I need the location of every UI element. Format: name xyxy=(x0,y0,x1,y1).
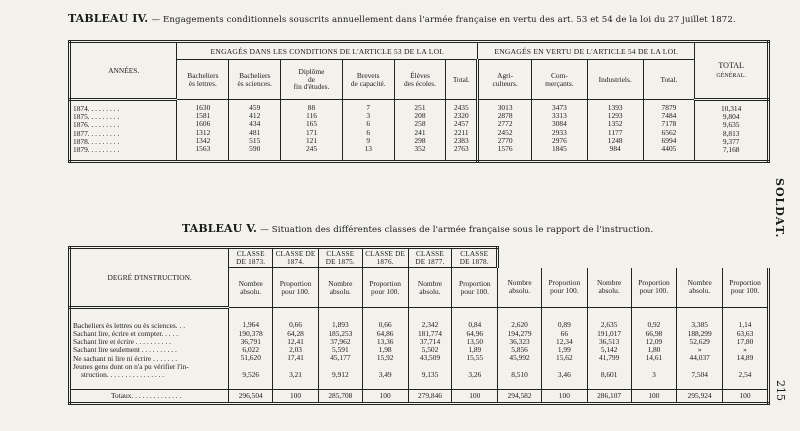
data-cell: 3013 xyxy=(497,103,513,112)
data-cell: 1630 xyxy=(195,103,211,112)
data-cell: 1,14 xyxy=(738,320,752,330)
tableau4-data-column xyxy=(342,100,394,162)
tableau5-abs-column xyxy=(587,308,631,390)
tableau5-total-cell: 100 xyxy=(631,390,677,404)
data-cell: 7 xyxy=(366,103,371,112)
data-cell: 6 xyxy=(366,127,371,137)
data-cell: 5,502 xyxy=(421,344,439,354)
tableau4-col-header xyxy=(643,60,695,100)
side-running-head: SOLDAT. xyxy=(773,178,786,239)
tableau5-prop-header xyxy=(273,268,319,308)
header-line: Industriels. xyxy=(598,74,632,84)
data-cell: 3 xyxy=(652,369,656,379)
data-cell: 43,509 xyxy=(419,353,441,363)
data-cell: 1563 xyxy=(195,144,211,154)
tableau4-group1-header: ENGAGÉS DANS LES CONDITIONS DE L'ARTICLE 53 DE LA LOI. xyxy=(177,42,478,60)
data-cell: 15,62 xyxy=(556,353,573,363)
data-cell: 412 xyxy=(249,111,261,121)
data-cell: 52,629 xyxy=(689,336,710,346)
tableau4-table xyxy=(68,40,770,163)
data-cell: 0,89 xyxy=(557,320,571,330)
data-cell: 1312 xyxy=(195,127,211,137)
data-cell: 2383 xyxy=(453,135,469,145)
data-cell: 251 xyxy=(414,103,426,112)
tableau4-col-header xyxy=(281,60,343,100)
data-cell: 171 xyxy=(305,127,318,137)
data-cell: 51,620 xyxy=(240,353,261,363)
tableau5-prop-column xyxy=(452,308,498,390)
row-label: Jeunes gens dont on n'a pu vérifier l'in- xyxy=(73,361,189,371)
tableau4-data-column xyxy=(177,100,229,162)
data-cell: 36,791 xyxy=(240,336,261,346)
year-label: 1875. . . . . . . . . xyxy=(73,112,120,122)
header-line: pour 100. xyxy=(460,286,489,296)
data-cell: 984 xyxy=(609,144,621,154)
data-cell: 63,63 xyxy=(736,328,754,338)
tableau5-abs-header xyxy=(587,268,631,308)
data-cell: 0,84 xyxy=(468,320,482,330)
data-cell: 1293 xyxy=(607,111,623,121)
data-cell: 6,022 xyxy=(242,344,260,354)
tableau5-total-cell: 294,582 xyxy=(498,390,542,404)
tableau4-col-header xyxy=(177,60,229,100)
data-cell: 352 xyxy=(414,144,426,154)
tableau5-subtitle: — Situation des différentes classes de l'armée française sous le rapport de l'instruction. xyxy=(260,225,654,235)
row-label: Sachant lire seulement . . . . . . . . . . xyxy=(73,345,177,355)
tableau4-years-header: ANNÉES. xyxy=(70,42,177,100)
year-label: 1876. . . . . . . . . xyxy=(73,120,120,130)
data-cell: 3,385 xyxy=(691,320,708,330)
data-cell: 2,03 xyxy=(289,344,302,354)
header-line: ès sciences. xyxy=(237,78,272,88)
row-label: Bacheliers ès lettres ou ès sciences. . . xyxy=(73,320,186,330)
tableau5-prop-column xyxy=(631,308,677,390)
tableau5-totals-label: Totaux. . . . . . . . . . . . . . xyxy=(70,390,229,404)
tableau5-total-cell: 286,107 xyxy=(587,390,631,404)
tableau4-data-column xyxy=(281,100,343,162)
data-cell: 181,774 xyxy=(417,328,442,338)
data-cell: 9,377 xyxy=(722,136,740,146)
data-cell: 194,279 xyxy=(507,328,532,338)
data-cell: 6994 xyxy=(661,135,677,145)
tableau5-prop-header xyxy=(362,268,408,308)
data-cell: 13,36 xyxy=(376,336,394,346)
tableau4-col-header xyxy=(532,60,588,100)
data-cell: 2320 xyxy=(453,111,469,121)
header-line: pour 100. xyxy=(550,286,579,296)
data-cell: 2435 xyxy=(453,103,469,112)
tableau5-title: TABLEAU V. xyxy=(182,222,257,235)
tableau5-total-cell: 100 xyxy=(723,390,769,404)
data-cell: 2,635 xyxy=(600,320,618,330)
data-cell: 37,714 xyxy=(419,336,441,346)
year-label: 1878. . . . . . . . . xyxy=(73,136,120,146)
data-cell: 298 xyxy=(414,135,426,145)
header-line: Bacheliers xyxy=(239,70,271,80)
data-cell: 0,66 xyxy=(289,320,302,330)
data-cell: 3,21 xyxy=(289,369,302,379)
tableau5-total-cell: 100 xyxy=(541,390,587,404)
data-cell: 2933 xyxy=(552,127,567,137)
data-cell: 9,912 xyxy=(332,369,349,379)
data-cell: 9,804 xyxy=(722,112,740,122)
data-cell: 434 xyxy=(249,119,261,129)
data-cell: 9,526 xyxy=(242,369,260,379)
data-cell: 188,299 xyxy=(687,328,712,338)
data-cell: 0,66 xyxy=(378,320,392,330)
header-line: Bacheliers xyxy=(187,70,219,80)
data-cell: 1177 xyxy=(607,127,623,137)
data-cell: 1342 xyxy=(195,135,211,145)
data-cell: 66 xyxy=(560,328,569,338)
tableau5-class-header: CLASSE DE 1875. xyxy=(318,248,362,268)
data-cell: 2878 xyxy=(497,111,513,121)
data-cell: 0,92 xyxy=(647,320,661,330)
data-cell: 64,96 xyxy=(466,328,484,338)
tableau5-abs-column xyxy=(229,308,273,390)
data-cell: 2,342 xyxy=(421,320,439,330)
header-line: Diplôme xyxy=(298,66,325,76)
data-cell: 3 xyxy=(366,111,371,121)
tableau4-data-column xyxy=(394,100,446,162)
header-line: Proportion xyxy=(548,278,581,288)
tableau5-abs-header xyxy=(677,268,723,308)
data-cell: 1393 xyxy=(607,103,623,112)
header-line: Nombre xyxy=(328,278,353,288)
data-cell: 3313 xyxy=(552,111,567,121)
data-cell: 7,168 xyxy=(722,145,740,155)
tableau5-class-header: CLASSE DE 1876. xyxy=(362,248,408,268)
header-line: merçants. xyxy=(545,78,574,88)
data-cell: 6 xyxy=(366,119,371,129)
data-cell: 258 xyxy=(414,119,426,129)
tableau5-prop-column xyxy=(362,308,408,390)
data-cell: 45,992 xyxy=(509,353,530,363)
header-line: Nombre xyxy=(687,278,712,288)
tableau5-prop-header xyxy=(452,268,498,308)
data-cell: 2770 xyxy=(497,135,513,145)
data-cell: 2772 xyxy=(497,119,513,129)
header-line: Total. xyxy=(660,74,678,84)
header-line: Nombre xyxy=(417,278,443,288)
data-cell: 165 xyxy=(305,119,318,129)
tableau5-prop-column xyxy=(541,308,587,390)
data-cell: 1,89 xyxy=(468,344,482,354)
data-cell: 9,635 xyxy=(722,120,740,130)
year-label: 1879. . . . . . . . . xyxy=(73,145,120,155)
data-cell: 44,037 xyxy=(689,353,710,363)
tableau5-abs-header xyxy=(318,268,362,308)
tableau4-data-column xyxy=(532,100,588,162)
header-line: pour 100. xyxy=(730,286,760,296)
tableau4-col-header xyxy=(587,60,643,100)
tableau5-total-cell: 295,924 xyxy=(677,390,723,404)
tableau4-col-header xyxy=(446,60,478,100)
data-cell: 41,799 xyxy=(598,353,620,363)
header-line: Proportion xyxy=(369,278,401,288)
data-cell: 1,893 xyxy=(332,320,349,330)
data-cell: 2976 xyxy=(552,135,567,145)
data-cell: 2,54 xyxy=(738,369,752,379)
data-cell: 1845 xyxy=(552,144,567,154)
data-cell: 190,378 xyxy=(238,328,263,338)
tableau4-subtitle: — Engagements conditionnels souscrits annuellement dans l'armée française en vertu des art. 53 et 54 de la loi du 27 juillet 1872. xyxy=(151,15,736,25)
tableau5-class-header: CLASSE DE 1878. xyxy=(452,248,498,268)
header-line: Agri- xyxy=(497,70,514,80)
data-cell: 37,962 xyxy=(330,336,351,346)
page-number: 215 xyxy=(774,380,787,401)
data-cell: 36,513 xyxy=(598,336,620,346)
tableau4-title: TABLEAU IV. xyxy=(68,12,149,25)
data-cell: 10,314 xyxy=(720,104,742,113)
data-cell: 64,28 xyxy=(287,328,304,338)
data-cell: 7879 xyxy=(661,103,677,112)
header-line: Com- xyxy=(550,70,568,80)
tableau4-years-column xyxy=(70,100,177,162)
data-cell: 590 xyxy=(249,144,261,154)
header-line: absolu. xyxy=(508,286,531,296)
data-cell: 7484 xyxy=(661,111,677,121)
tableau5-abs-header xyxy=(498,268,542,308)
data-cell: 17,80 xyxy=(736,336,754,346)
data-cell: 8,601 xyxy=(600,369,618,379)
row-label: struction. . . . . . . . . . . . . . . . xyxy=(81,370,165,379)
tableau5-total-cell: 100 xyxy=(362,390,408,404)
tableau5-abs-column xyxy=(408,308,452,390)
data-cell: 14,89 xyxy=(736,353,754,363)
tableau5-prop-column xyxy=(273,308,319,390)
tableau5-table xyxy=(68,246,770,405)
header-line: de xyxy=(307,74,315,84)
tableau5-abs-header xyxy=(408,268,452,308)
header-line: pour 100. xyxy=(370,286,400,296)
data-cell: 245 xyxy=(305,144,318,154)
data-cell: 1606 xyxy=(195,119,211,129)
data-cell: 3,49 xyxy=(378,369,392,379)
data-cell: 7,504 xyxy=(691,369,708,379)
data-cell: » xyxy=(697,344,702,354)
data-cell: 64,86 xyxy=(376,328,394,338)
tableau4-group2-header: ENGAGÉS EN VERTU DE L'ARTICLE 54 DE LA LOI. xyxy=(478,42,695,60)
data-cell: 2457 xyxy=(453,119,469,129)
tableau4-data-column xyxy=(695,100,769,162)
header-line: pour 100. xyxy=(281,286,310,296)
tableau5-total-cell: 296,504 xyxy=(229,390,273,404)
tableau4-col-header xyxy=(342,60,394,100)
data-cell: 185,253 xyxy=(328,328,353,338)
data-cell: 17,41 xyxy=(287,353,304,363)
header-line: Nombre xyxy=(238,278,263,288)
data-cell: 4405 xyxy=(661,144,677,154)
data-cell: 9 xyxy=(366,135,371,145)
header-line: absolu. xyxy=(689,286,711,296)
data-cell: 481 xyxy=(249,127,261,137)
data-cell: 1,80 xyxy=(647,344,661,354)
data-cell: 191,017 xyxy=(597,328,622,338)
data-cell: 15,55 xyxy=(466,353,484,363)
data-cell: 15,92 xyxy=(376,353,394,363)
header-line: Total. xyxy=(452,74,470,84)
data-cell: 2452 xyxy=(497,127,513,137)
tableau4-data-column xyxy=(478,100,532,162)
header-line: Élèves xyxy=(410,70,430,80)
data-cell: 12,41 xyxy=(287,336,304,346)
data-cell: 2763 xyxy=(453,144,469,154)
header-line: absolu. xyxy=(598,286,620,296)
data-cell: 116 xyxy=(306,111,317,121)
data-cell: 36,323 xyxy=(509,336,530,346)
data-cell: 14,61 xyxy=(645,353,663,363)
data-cell: 459 xyxy=(249,103,261,112)
tableau5-abs-column xyxy=(318,308,362,390)
data-cell: 7178 xyxy=(661,119,677,129)
data-cell: 13,50 xyxy=(466,336,484,346)
data-cell: 9,135 xyxy=(421,369,439,379)
header-line: fin d'études. xyxy=(293,82,330,92)
header-line: Proportion xyxy=(279,278,312,288)
data-cell: 66,98 xyxy=(645,328,663,338)
data-cell: 208 xyxy=(414,111,426,121)
tableau5-row-labels xyxy=(70,308,229,390)
header-line: Nombre xyxy=(597,278,622,288)
tableau4-col-header xyxy=(394,60,446,100)
header-line: culteurs. xyxy=(492,78,518,88)
tableau5-abs-column xyxy=(677,308,723,390)
tableau5-degree-header: DEGRÉ D'INSTRUCTION. xyxy=(70,248,229,308)
tableau5-abs-column xyxy=(498,308,542,390)
data-cell: 2,620 xyxy=(511,320,528,330)
data-cell: 3084 xyxy=(552,119,567,129)
header-line: absolu. xyxy=(329,286,351,296)
data-cell: 1,964 xyxy=(242,320,260,330)
data-cell: » xyxy=(743,344,747,354)
data-cell: 3,46 xyxy=(557,369,571,379)
tableau5-total-cell: 100 xyxy=(452,390,498,404)
header-line: absolu. xyxy=(240,286,262,296)
tableau5-prop-column xyxy=(723,308,769,390)
tableau4-data-column xyxy=(446,100,478,162)
tableau4-total-header: TOTAL GÉNÉRAL. xyxy=(695,42,769,100)
tableau5-prop-header xyxy=(631,268,677,308)
data-cell: 5,591 xyxy=(332,344,349,354)
data-cell: 12,34 xyxy=(556,336,573,346)
header-line: ès lettres. xyxy=(188,78,217,88)
header-line: pour 100. xyxy=(639,286,669,296)
tableau5-total-cell: 279,846 xyxy=(408,390,452,404)
data-cell: 8,813 xyxy=(722,128,740,138)
tableau5-heading xyxy=(182,222,653,235)
tableau5-total-cell: 100 xyxy=(273,390,319,404)
header-line: Brevets xyxy=(356,70,380,80)
header-line: absolu. xyxy=(419,286,441,296)
header-line: Proportion xyxy=(638,278,670,288)
tableau4-data-column xyxy=(587,100,643,162)
tableau4-heading xyxy=(68,12,736,25)
tableau5-prop-header xyxy=(723,268,769,308)
tableau5-abs-header xyxy=(229,268,273,308)
data-cell: 1,99 xyxy=(557,344,571,354)
data-cell: 12,09 xyxy=(645,336,663,346)
tableau5-class-header: CLASSE DE 1874. xyxy=(273,248,319,268)
header-line: de capacité. xyxy=(350,78,386,88)
data-cell: 1581 xyxy=(195,111,211,121)
data-cell: 6562 xyxy=(661,127,677,137)
data-cell: 13 xyxy=(364,144,372,154)
data-cell: 515 xyxy=(249,135,261,145)
tableau5-total-cell: 285,708 xyxy=(318,390,362,404)
row-label: Sachant lire et écrire . . . . . . . . . . xyxy=(73,337,171,347)
data-cell: 8,510 xyxy=(511,369,528,379)
tableau4-col-header xyxy=(229,60,281,100)
tableau4-col-header xyxy=(478,60,532,100)
tableau5-class-header: CLASSE DE 1877. xyxy=(408,248,452,268)
data-cell: 1248 xyxy=(607,135,623,145)
tableau5-prop-header xyxy=(541,268,587,308)
data-cell: 3473 xyxy=(552,103,567,112)
data-cell: 5,142 xyxy=(600,344,618,354)
data-cell: 1352 xyxy=(607,119,623,129)
tableau4-data-column xyxy=(643,100,695,162)
data-cell: 5,856 xyxy=(511,344,528,354)
year-label: 1874. . . . . . . . . xyxy=(73,104,120,113)
data-cell: 3,26 xyxy=(468,369,482,379)
data-cell: 88 xyxy=(307,103,316,112)
data-cell: 2211 xyxy=(454,127,469,137)
data-cell: 121 xyxy=(305,135,318,145)
header-line: des écoles. xyxy=(403,78,436,88)
tableau4-data-column xyxy=(229,100,281,162)
data-cell: 1576 xyxy=(497,144,513,154)
row-label: Sachant lire, écrire et compter. . . . . xyxy=(73,328,179,338)
data-cell: 1,98 xyxy=(378,344,392,354)
header-line: Proportion xyxy=(458,278,491,288)
data-cell: 241 xyxy=(414,127,426,137)
header-line: Proportion xyxy=(729,278,761,288)
data-cell: 45,177 xyxy=(330,353,351,363)
row-label: Ne sachant ni lire ni écrire . . . . . . . xyxy=(73,353,178,363)
tableau5-class-header: CLASSE DE 1873. xyxy=(229,248,273,268)
header-line: Nombre xyxy=(507,278,532,288)
year-label: 1877. . . . . . . . . xyxy=(73,128,120,138)
